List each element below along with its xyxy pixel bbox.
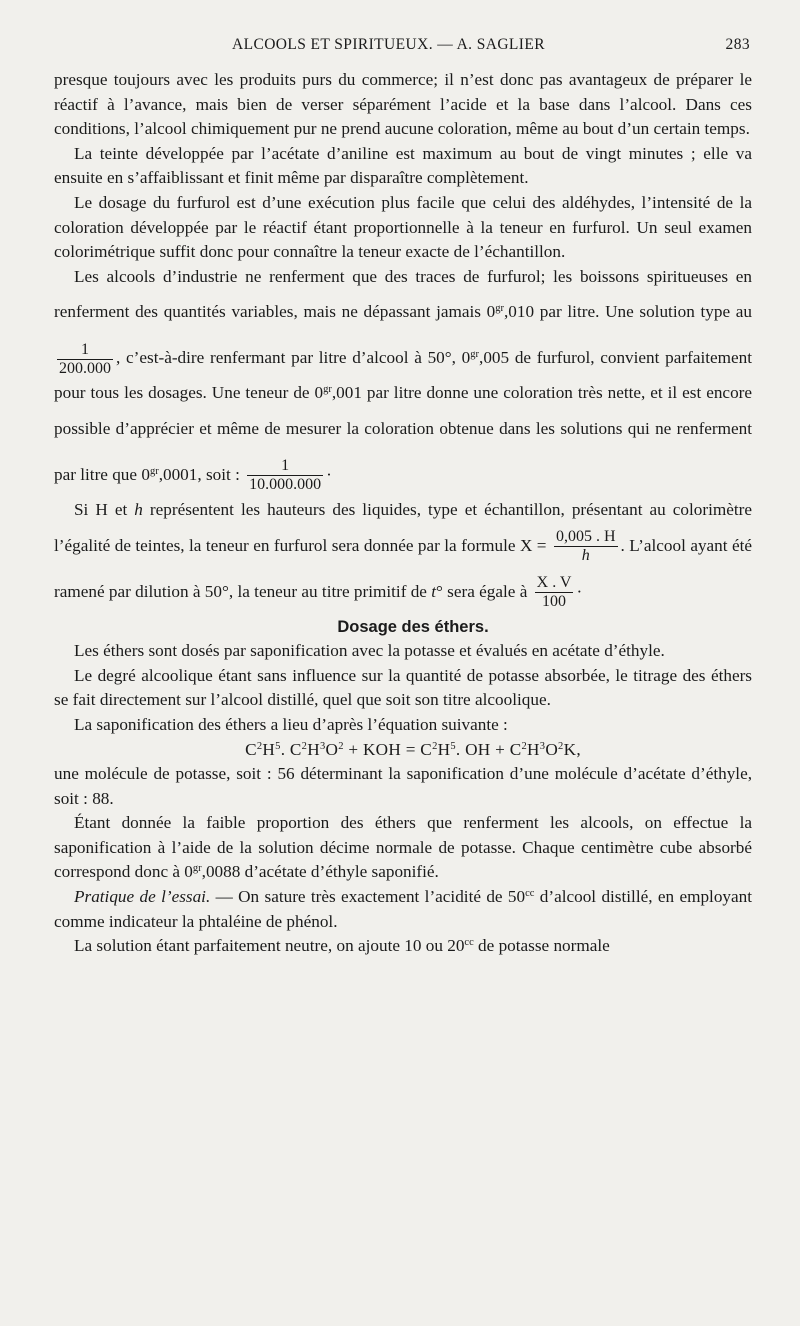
paragraph: La teinte développée par l’acétate d’aniline est maximum au bout de vingt minutes ; elle va ensuite en s’affaiblissant et finit même par disparaître complètement. xyxy=(54,143,752,188)
running-header xyxy=(54,36,750,58)
fraction-numerator: 0,005 . H xyxy=(555,528,616,546)
running-title: ALCOOLS ET SPIRITUEUX. — A. SAGLIER xyxy=(232,36,545,53)
text-run: · xyxy=(576,581,583,601)
fraction xyxy=(57,341,113,378)
text-run: de potasse normale xyxy=(473,936,610,956)
paragraph-last xyxy=(54,934,752,959)
text-run: 0 xyxy=(486,302,496,322)
text-run: — On sature très exactement l’acidité de 50 xyxy=(210,887,526,907)
fraction xyxy=(247,457,323,494)
unit-superscript: cc xyxy=(525,888,535,900)
text-run: ° sera égale à xyxy=(436,581,528,601)
unit-superscript: gr xyxy=(470,349,480,361)
text-run: Les alcools d’industrie ne renferment que des traces de furfurol; les boissons spiritueuses en renferment des quantités variables, mais ne dépassant jamais xyxy=(54,266,752,322)
paragraph: une molécule de potasse, soit : 56 déterminant la saponification d’une molécule d’acétate d’éthyle, soit : 88. xyxy=(54,764,752,808)
paragraph-colorimeter xyxy=(54,498,752,615)
unit-superscript: cc xyxy=(464,937,474,949)
text-run: Si H et xyxy=(74,499,135,519)
section-heading: Dosage des éthers. xyxy=(337,617,489,636)
italic-lead: Pratique de l’essai. xyxy=(74,887,211,907)
paragraph-saponification xyxy=(54,811,752,885)
page-number: 283 xyxy=(725,36,750,53)
text-run: ,0088 d’acétate d’éthyle saponifié. xyxy=(201,862,439,882)
variable: t xyxy=(431,581,437,601)
fraction-denominator: h xyxy=(554,546,618,565)
paragraph: Le dosage du furfurol est d’une exécution plus facile que celui des aldéhydes, l’intensité de la coloration développée par le réactif étant proportionnelle à la teneur en furfurol. Un seul examen colorimétrique suffit donc pour connaître la teneur exacte de l’échantillon. xyxy=(54,192,752,262)
fraction-denominator: 200.000 xyxy=(59,359,111,377)
paragraph-pratique xyxy=(54,885,752,934)
fraction-denominator: 10.000.000 xyxy=(249,476,322,494)
unit-superscript: gr xyxy=(192,863,202,875)
fraction-denominator: 100 xyxy=(535,592,574,611)
paragraph: La saponification des éthers a lieu d’après l’équation suivante : xyxy=(74,714,508,734)
text-run: représentent les hauteurs des liquides, type et échantillon, présentant au colorimètre l’égalité de teintes, la teneur en furfurol sera donnée par la xyxy=(54,499,752,555)
fraction-numerator: 1 xyxy=(81,340,89,358)
text-run: , c’est-à-dire renfermant par litre xyxy=(116,348,347,368)
text-run: d’alcool à 50°, 0 xyxy=(352,348,471,368)
text-run: formule X = xyxy=(461,535,547,555)
text-run: · xyxy=(326,464,332,484)
text-run: d’alcool distillé, en employant comme indicateur la phtaléine de phénol. xyxy=(54,887,753,931)
paragraph: Le degré alcoolique étant sans influence sur la quantité de potasse absorbée, le titrage des éthers se fait directement sur l’alcool distillé, quel que soit son titre alcoolique. xyxy=(54,665,752,710)
text-run: qui ne renferment par litre que 0 xyxy=(54,418,753,484)
text-run: au titre primitif de xyxy=(301,581,432,601)
fraction-numerator: 1 xyxy=(281,457,290,475)
unit-superscript: gr xyxy=(495,303,504,315)
text-run: ,005 de furfurol, convient parfaitement pour tous les dosages. Une teneur de 0 xyxy=(54,348,752,403)
text-run: . L’alcool ayant été ramené par dilution à 50°, la teneur xyxy=(54,535,752,601)
text-run: ,0001, soit : xyxy=(158,464,240,484)
unit-superscript: gr xyxy=(149,465,159,477)
paragraph: presque toujours avec les produits purs du commerce; il n’est donc pas avantageux de préparer le réactif à l’avance, mais bien de verser séparément l’acide et la base dans l’alcool. Dans ces conditions, l’alcool chimiquement pur ne prend aucune coloration, même au bout d’un certain temps. xyxy=(54,70,752,139)
text-run: La solution étant parfaitement neutre, on ajoute 10 ou 20 xyxy=(74,936,465,956)
variable: h xyxy=(134,499,143,519)
paragraph-furfurol-traces xyxy=(54,265,752,498)
page-body xyxy=(54,68,752,959)
text-run: ,001 par litre donne une coloration très nette, et il est encore possible d’apprécier et même de mesurer la coloration obtenue dans les solutions xyxy=(54,383,753,438)
text-run: ,010 par litre. Une solution type au xyxy=(503,302,752,322)
fraction-numerator: X . V xyxy=(536,574,572,592)
chemical-equation: $C^2H^5$. $C^2H^3O^2$ + KOH = $C^2H^5$. OH + $C^2H^3O^2K$, xyxy=(245,739,581,759)
fraction xyxy=(535,574,574,611)
unit-superscript: gr xyxy=(323,384,332,396)
paragraph: Les éthers sont dosés par saponification avec la potasse et évalués en acétate d’éthyle. xyxy=(74,641,665,661)
formula-line xyxy=(301,574,583,611)
fraction xyxy=(554,528,618,565)
text-run: Étant donnée la faible proportion des éthers que renferment les alcools, on effectue la saponification à l’aide de la solution décime normale de potasse. Chaque centimètre cube absorbé correspond donc à 0 xyxy=(54,813,752,882)
